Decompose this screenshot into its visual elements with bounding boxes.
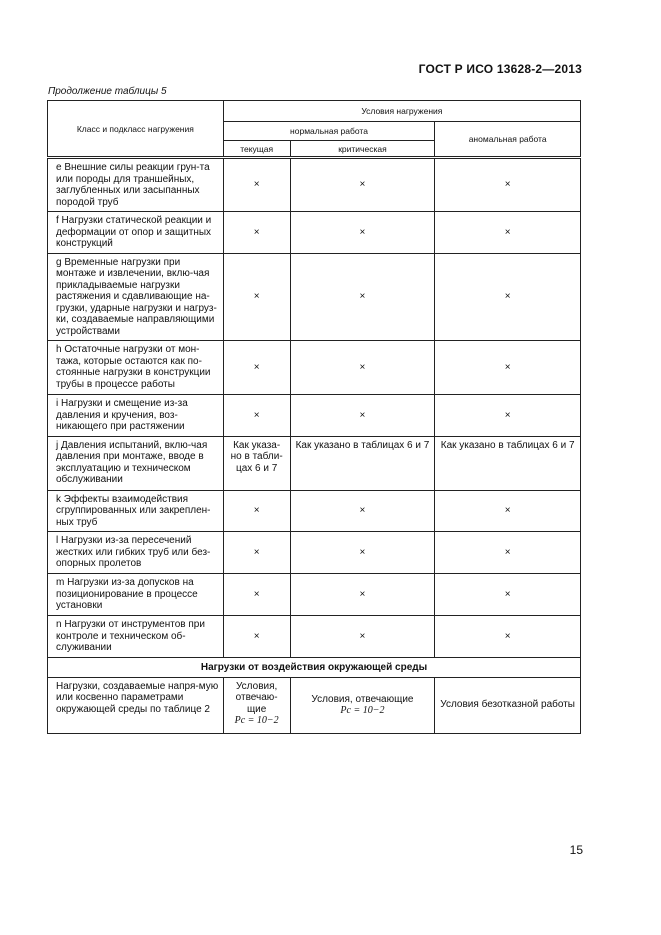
row-label: j Давления испытаний, вклю-чая давления при монтаже, вводе в эксплуатацию и техническом обслуживании (48, 436, 224, 490)
cell-critical: × (290, 574, 435, 616)
cell-current: × (223, 532, 290, 574)
table-caption: Продолжение таблицы 5 (48, 86, 167, 97)
cell-critical: × (290, 253, 435, 341)
cell-critical: × (290, 212, 435, 254)
cell-current: × (223, 212, 290, 254)
env-cell-critical (290, 677, 435, 733)
env-cell-abnormal: Условия безотказной работы (435, 677, 581, 733)
row-label: h Остаточные нагрузки от мон-тажа, которые остаются как по-стоянные нагрузки в конструкции трубы в процессе работы (48, 341, 224, 395)
row-label: m Нагрузки из-за допусков на позиционирование в процессе установки (48, 574, 224, 616)
row-label: f Нагрузки статической реакции и деформации от опор и защитных конструкций (48, 212, 224, 254)
table-row (48, 395, 581, 437)
cell-current: × (223, 574, 290, 616)
table-row (48, 616, 581, 658)
loads-table (47, 100, 581, 734)
row-label: n Нагрузки от инструментов при контроле и техническом об-служивании (48, 616, 224, 658)
row-label: l Нагрузки из-за пересечений жестких или гибких труб или без-опорных пролетов (48, 532, 224, 574)
env-row-label: Нагрузки, создаваемые напря-мую или косвенно параметрами окружающей среды по таблице 2 (48, 677, 224, 733)
section-title: Нагрузки от воздействия окружающей среды (48, 657, 581, 677)
header-conditions: Условия нагружения (223, 101, 580, 122)
table-row (48, 158, 581, 212)
cell-critical: × (290, 616, 435, 658)
env-cell-current (223, 677, 290, 733)
header-abnormal: аномальная работа (435, 122, 581, 158)
row-label: k Эффекты взаимодействия сгруппированных или закреплен-ных труб (48, 490, 224, 532)
cell-critical: × (290, 341, 435, 395)
row-label: e Внешние силы реакции грун-та или породы для траншейных, заглубленных или засыпанных породой труб (48, 158, 224, 212)
table-row (48, 341, 581, 395)
env-row (48, 677, 581, 733)
env-current-formula: Pc = 10−2 (234, 715, 279, 726)
cell-abnormal: × (435, 616, 581, 658)
cell-critical: × (290, 490, 435, 532)
cell-critical: × (290, 532, 435, 574)
cell-current: × (223, 490, 290, 532)
cell-abnormal: × (435, 395, 581, 437)
table-row (48, 574, 581, 616)
cell-current: × (223, 158, 290, 212)
cell-abnormal: × (435, 532, 581, 574)
cell-current: × (223, 395, 290, 437)
table-row (48, 490, 581, 532)
env-current-text: Условия, отвечаю-щие (235, 680, 278, 715)
cell-critical: × (290, 158, 435, 212)
page-number: 15 (569, 843, 583, 857)
cell-current: × (223, 253, 290, 341)
header-critical: критическая (290, 141, 435, 158)
env-critical-formula: Pc = 10−2 (340, 705, 385, 716)
table-row (48, 436, 581, 490)
table-row (48, 212, 581, 254)
cell-abnormal: × (435, 212, 581, 254)
table-row (48, 253, 581, 341)
cell-critical: Как указано в таблицах 6 и 7 (290, 436, 435, 490)
cell-abnormal: × (435, 574, 581, 616)
header-class: Класс и подкласс нагружения (48, 101, 224, 158)
cell-current: × (223, 341, 290, 395)
cell-current: Как указа-но в табли-цах 6 и 7 (223, 436, 290, 490)
env-critical-text: Условия, отвечающие (311, 693, 414, 705)
cell-abnormal: × (435, 490, 581, 532)
header-current: текущая (223, 141, 290, 158)
cell-abnormal: × (435, 158, 581, 212)
cell-current: × (223, 616, 290, 658)
standard-code: ГОСТ Р ИСО 13628-2—2013 (418, 62, 582, 76)
table-row (48, 532, 581, 574)
row-label: g Временные нагрузки при монтаже и извлечении, вклю-чая прикладываемые нагрузки растяжения и сдавливающие на-грузки, ударные нагрузки и нагруз-ки, создаваемые направляющими устройствами (48, 253, 224, 341)
row-label: i Нагрузки и смещение из-за давления и кручения, воз-никающего при растяжении (48, 395, 224, 437)
header-normal: нормальная работа (223, 122, 435, 141)
cell-abnormal: Как указано в таблицах 6 и 7 (435, 436, 581, 490)
cell-critical: × (290, 395, 435, 437)
cell-abnormal: × (435, 341, 581, 395)
cell-abnormal: × (435, 253, 581, 341)
